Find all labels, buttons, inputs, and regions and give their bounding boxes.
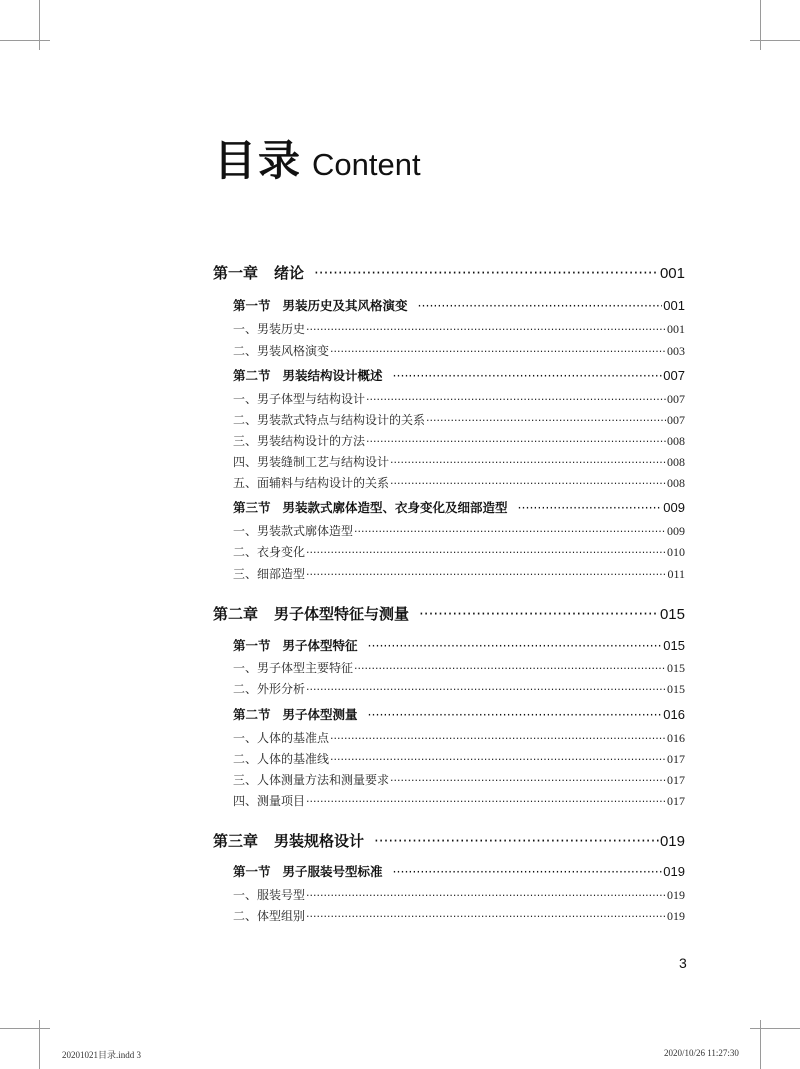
slug-timestamp: 2020/10/26 11:27:30 (664, 1048, 739, 1058)
dot-leader (330, 753, 666, 766)
toc-page-number: 015 (667, 661, 685, 675)
dot-leader (390, 477, 666, 490)
toc-page-number: 019 (667, 888, 685, 902)
toc-entry-title: 二、外形分析 (233, 682, 306, 696)
toc-page-number: 007 (667, 413, 685, 427)
toc-entry-number: 第一节 (233, 864, 271, 879)
toc-entry-number: 第一章 (213, 264, 259, 282)
dot-leader (314, 264, 659, 282)
toc-entry-title: 男装规格设计 (274, 832, 365, 850)
toc-page-number: 017 (667, 794, 685, 808)
toc-entry-title: 五、面辅料与结构设计的关系 (233, 476, 390, 490)
toc-section (233, 636, 685, 654)
toc-chapter (213, 603, 685, 623)
toc-page-number: 015 (667, 682, 685, 696)
toc-entry-label (233, 390, 365, 407)
dot-leader (390, 456, 666, 469)
dot-leader (330, 345, 666, 358)
toc-entry-label (233, 792, 305, 809)
toc-page-number: 016 (667, 731, 685, 745)
slug-file: 20201021目录.indd 3 (62, 1050, 142, 1060)
dot-leader (374, 832, 659, 850)
toc-entry-title: 绪论 (274, 264, 305, 282)
toc-section (233, 366, 685, 384)
dot-leader (368, 707, 663, 722)
toc-entry-number: 第三章 (213, 832, 259, 850)
toc-section (233, 498, 685, 516)
dot-leader (354, 525, 666, 538)
toc-entry-label (233, 453, 389, 470)
toc-page-number: 015 (663, 638, 685, 653)
dot-leader (306, 795, 666, 808)
toc-item (233, 729, 685, 746)
toc-page-number: 016 (663, 707, 685, 722)
toc-entry-title: 一、服装号型 (233, 888, 306, 902)
toc-entry-label (213, 262, 304, 282)
toc-item (233, 771, 685, 788)
toc-item (233, 543, 685, 560)
dot-leader (306, 546, 666, 559)
dot-leader (306, 889, 666, 902)
toc-entry-label (233, 342, 329, 359)
toc-entry-title: 男子体型特征 (282, 638, 358, 653)
dot-leader (368, 638, 663, 653)
dot-leader (366, 393, 666, 406)
toc-page-number: 001 (659, 265, 685, 282)
toc-section (233, 705, 685, 723)
dot-leader (306, 568, 666, 581)
dot-leader (393, 368, 663, 383)
toc-entry-label (233, 474, 389, 491)
toc-entry-label (233, 432, 365, 449)
dot-leader (330, 732, 666, 745)
page-title (214, 136, 421, 185)
toc-entry-title: 男子服装号型标准 (282, 864, 383, 879)
toc-entry-label (233, 411, 425, 428)
toc-page-number: 008 (667, 476, 685, 490)
toc-item (233, 474, 685, 491)
toc-entry-label (233, 862, 383, 880)
toc-page-number: 007 (663, 368, 685, 383)
toc-page-number: 001 (667, 322, 685, 336)
dot-leader (419, 605, 659, 623)
toc-entry-label (233, 705, 358, 723)
toc-chapter (213, 830, 685, 850)
toc-page-number: 019 (659, 833, 685, 850)
toc-entry-title: 二、衣身变化 (233, 545, 306, 559)
toc-page-number: 011 (667, 567, 685, 581)
toc-entry-number: 第二节 (233, 368, 271, 383)
toc-entry-title: 一、男子体型主要特征 (233, 661, 354, 675)
toc-entry-label (213, 603, 409, 623)
toc-entry-label (233, 543, 305, 560)
toc-item (233, 411, 685, 428)
toc-item (233, 680, 685, 697)
toc-entry-label (233, 907, 305, 924)
toc-page-number: 008 (667, 455, 685, 469)
toc-section (233, 296, 685, 314)
toc-entry-label (233, 296, 408, 314)
toc-entry-label (233, 522, 353, 539)
toc-entry-title: 四、男装缝制工艺与结构设计 (233, 455, 390, 469)
crop-mark (0, 1028, 50, 1029)
title-english: Content (312, 147, 421, 182)
toc-entry-label (233, 680, 305, 697)
toc-item (233, 659, 685, 676)
dot-leader (306, 323, 666, 336)
toc-item (233, 792, 685, 809)
toc-page-number: 019 (667, 909, 685, 923)
toc-entry-number: 第三节 (233, 500, 271, 515)
toc-entry-number: 第二章 (213, 605, 259, 623)
toc-page-number: 008 (667, 434, 685, 448)
title-chinese: 目录 (214, 136, 303, 185)
toc-entry-title: 二、男装款式特点与结构设计的关系 (233, 413, 426, 427)
crop-mark (750, 40, 800, 41)
toc-page-number: 007 (667, 392, 685, 406)
crop-mark (0, 40, 50, 41)
toc-page-number: 019 (663, 864, 685, 879)
toc-item (233, 453, 685, 470)
toc-entry-number: 第二节 (233, 707, 271, 722)
toc-section (233, 862, 685, 880)
toc-item (233, 565, 685, 582)
dot-leader (390, 774, 666, 787)
toc-entry-label (233, 498, 508, 516)
toc-page-number: 009 (667, 524, 685, 538)
toc-entry-number: 第一节 (233, 298, 271, 313)
toc-entry-label (233, 771, 389, 788)
toc-item (233, 886, 685, 903)
toc-entry-label (233, 636, 358, 654)
toc-entry-title: 四、测量项目 (233, 794, 306, 808)
toc-entry-label (233, 729, 329, 746)
toc-entry-label (233, 659, 353, 676)
dot-leader (518, 500, 663, 515)
toc-item (233, 390, 685, 407)
toc-item (233, 320, 685, 337)
toc-item (233, 522, 685, 539)
dot-leader (354, 662, 666, 675)
dot-leader (306, 910, 666, 923)
dot-leader (366, 435, 666, 448)
toc-entry-label (233, 320, 305, 337)
toc-entry-title: 三、细部造型 (233, 567, 306, 581)
toc-entry-title: 男子体型特征与测量 (274, 605, 410, 623)
crop-mark (750, 1028, 800, 1029)
dot-leader (306, 683, 666, 696)
toc-entry-label (233, 565, 305, 582)
toc-page-number: 003 (667, 344, 685, 358)
toc-entry-title: 一、男装历史 (233, 322, 306, 336)
toc-page-number: 010 (667, 545, 685, 559)
toc-page-number: 017 (667, 773, 685, 787)
toc-entry-title: 三、男装结构设计的方法 (233, 434, 366, 448)
toc-entry-label (233, 366, 383, 384)
toc-entry-label (213, 830, 364, 850)
toc-entry-title: 男装款式廓体造型、衣身变化及细部造型 (282, 500, 508, 515)
toc-entry-title: 男装结构设计概述 (282, 368, 383, 383)
toc-entry-title: 一、人体的基准点 (233, 731, 330, 745)
toc-item (233, 750, 685, 767)
toc-page-number: 001 (663, 298, 685, 313)
page-number: 3 (679, 955, 687, 971)
crop-mark (39, 0, 40, 50)
toc-page-number: 009 (663, 500, 685, 515)
toc-entry-title: 一、男装款式廓体造型 (233, 524, 354, 538)
toc-entry-title: 二、男装风格演变 (233, 344, 330, 358)
toc-item (233, 432, 685, 449)
toc-entry-label (233, 750, 329, 767)
dot-leader (393, 864, 663, 879)
toc-item (233, 907, 685, 924)
dot-leader (426, 414, 666, 427)
toc-entry-label (233, 886, 305, 903)
crop-mark (760, 0, 761, 50)
dot-leader (418, 298, 663, 313)
toc-entry-title: 男装历史及其风格演变 (282, 298, 408, 313)
toc-entry-title: 二、体型组别 (233, 909, 306, 923)
toc-page-number: 017 (667, 752, 685, 766)
toc-page-number: 015 (659, 606, 685, 623)
toc-entry-number: 第一节 (233, 638, 271, 653)
toc-entry-title: 一、男子体型与结构设计 (233, 392, 366, 406)
toc-entry-title: 二、人体的基准线 (233, 752, 330, 766)
toc-entry-title: 三、人体测量方法和测量要求 (233, 773, 390, 787)
toc-chapter (213, 262, 685, 282)
toc-entry-title: 男子体型测量 (282, 707, 358, 722)
toc-item (233, 342, 685, 359)
